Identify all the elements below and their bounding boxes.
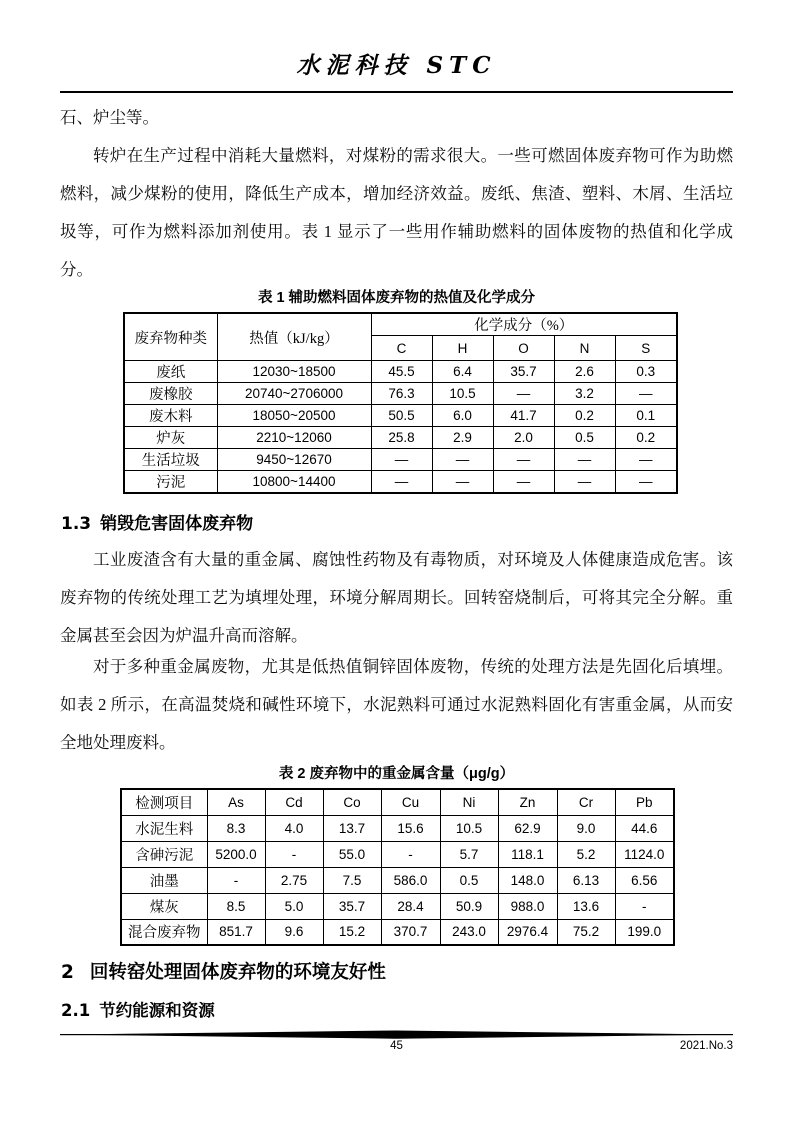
table-row (121, 815, 674, 841)
table-cell: 28.4 (381, 893, 440, 919)
table-cell: — (432, 449, 493, 471)
table-cell: 35.7 (493, 361, 554, 383)
table-cell: — (371, 471, 432, 494)
table2-caption: 表 2 废弃物中的重金属含量（μg/g） (278, 766, 515, 782)
table-cell: 生活垃圾 (124, 449, 217, 471)
table-row (121, 867, 674, 893)
section-number: 2.1 (61, 1001, 91, 1020)
table-cell: 9450~12670 (217, 449, 371, 471)
table-cell: 废木料 (124, 405, 217, 427)
table-cell: 25.8 (371, 427, 432, 449)
table-cell: 2976.4 (498, 919, 557, 945)
table-cell: 炉灰 (124, 427, 217, 449)
table-cell: 15.6 (381, 815, 440, 841)
table-cell: — (371, 449, 432, 471)
table-cell: 10800~14400 (217, 471, 371, 494)
table1-header-element: H (432, 336, 493, 361)
table-cell: 3.2 (554, 383, 615, 405)
footer-issue-label: 2021.No.3 (679, 1040, 733, 1052)
table-cell: 2.9 (432, 427, 493, 449)
table-cell: 10.5 (440, 815, 498, 841)
table-cell: 0.3 (615, 361, 677, 383)
table-cell: 10.5 (432, 383, 493, 405)
paragraph-heavy-metals: 对于多种重金属废物，尤其是低热值铜锌固体废物，传统的处理方法是先固化后填埋。如表 2 所示，在高温焚烧和碱性环境下，水泥熟料可通过水泥熟料固化有害重金属，从而安全地处理废料。 (60, 657, 733, 752)
table-cell: 243.0 (440, 919, 498, 945)
table1-caption: 表 1 辅助燃料固体废弃物的热值及化学成分 (257, 290, 536, 306)
table1-header-element: N (554, 336, 615, 361)
table-cell: 851.7 (207, 919, 265, 945)
table-row (124, 471, 677, 494)
table-cell: 50.5 (371, 405, 432, 427)
table-cell: 6.4 (432, 361, 493, 383)
table1-header-heat-value: 热值（kJ/kg） (217, 313, 371, 361)
table1-header-chem-group: 化学成分（%） (371, 313, 677, 336)
table-row (124, 449, 677, 471)
table-cell: 45.5 (371, 361, 432, 383)
table-cell: 7.5 (323, 867, 381, 893)
table-cell: 50.9 (440, 893, 498, 919)
table-cell: 混合废弃物 (121, 919, 207, 945)
paragraph-continuation: 石、炉尘等。 (60, 108, 159, 127)
table-cell: - (381, 841, 440, 867)
table-cell: — (554, 449, 615, 471)
table-cell: - (265, 841, 323, 867)
table-cell: 2.0 (493, 427, 554, 449)
table-row (121, 841, 674, 867)
section-heading-2 (61, 958, 386, 984)
table-cell: 废纸 (124, 361, 217, 383)
table-cell: 2.75 (265, 867, 323, 893)
table-row (124, 383, 677, 405)
table-cell: 41.7 (493, 405, 554, 427)
table-cell: 35.7 (323, 893, 381, 919)
table-cell: 油墨 (121, 867, 207, 893)
table2-header: Pb (615, 789, 674, 815)
table1-header-element: O (493, 336, 554, 361)
table-cell: 2.6 (554, 361, 615, 383)
section-title: 回转窑处理固体废弃物的环境友好性 (89, 961, 386, 982)
header-divider (60, 91, 733, 93)
section-title: 销毁危害固体废弃物 (100, 514, 254, 533)
table-cell: 12030~18500 (217, 361, 371, 383)
table-cell: 0.5 (440, 867, 498, 893)
table-cell: 75.2 (557, 919, 615, 945)
table2-heavy-metal-content (120, 788, 675, 946)
table-cell: 水泥生料 (121, 815, 207, 841)
table-cell: 5.0 (265, 893, 323, 919)
table-cell: - (207, 867, 265, 893)
table-cell: 5200.0 (207, 841, 265, 867)
table1-heat-values (123, 312, 678, 494)
table-cell: 2210~12060 (217, 427, 371, 449)
table2-header: 检测项目 (121, 789, 207, 815)
table-cell: — (615, 383, 677, 405)
table2-header: Co (323, 789, 381, 815)
table-cell: 148.0 (498, 867, 557, 893)
table-cell: 44.6 (615, 815, 674, 841)
table-header-row (121, 789, 674, 815)
table-cell: 18050~20500 (217, 405, 371, 427)
table2-header: Zn (498, 789, 557, 815)
table-cell: 76.3 (371, 383, 432, 405)
table2-header: Ni (440, 789, 498, 815)
table-row (124, 361, 677, 383)
table-cell: 0.1 (615, 405, 677, 427)
table-cell: 9.6 (265, 919, 323, 945)
table-cell: — (554, 471, 615, 494)
table-cell: 1124.0 (615, 841, 674, 867)
table-cell: 62.9 (498, 815, 557, 841)
table-cell: 0.5 (554, 427, 615, 449)
table-cell: 199.0 (615, 919, 674, 945)
table-cell: — (615, 449, 677, 471)
table-cell: 5.2 (557, 841, 615, 867)
table1-header-element: C (371, 336, 432, 361)
table-cell: 5.7 (440, 841, 498, 867)
table-cell: 废橡胶 (124, 383, 217, 405)
table-cell: 13.7 (323, 815, 381, 841)
table-cell: — (493, 383, 554, 405)
table2-header: As (207, 789, 265, 815)
table1-header-waste-type: 废弃物种类 (124, 313, 217, 361)
table-cell: 6.13 (557, 867, 615, 893)
table-row (124, 405, 677, 427)
table-cell: 0.2 (615, 427, 677, 449)
table-cell: 15.2 (323, 919, 381, 945)
section-heading-2-1 (61, 997, 215, 1021)
table-cell: 9.0 (557, 815, 615, 841)
table-cell: — (493, 471, 554, 494)
table-cell: 13.6 (557, 893, 615, 919)
section-title: 节约能源和资源 (99, 1002, 215, 1020)
section-number: 1.3 (61, 514, 92, 534)
table-cell: — (615, 471, 677, 494)
table-cell: 污泥 (124, 471, 217, 494)
footer-page-number: 45 (390, 1040, 403, 1052)
footer-divider (60, 1030, 733, 1040)
table-cell: 含砷污泥 (121, 841, 207, 867)
table-cell: 6.56 (615, 867, 674, 893)
table-cell: 8.5 (207, 893, 265, 919)
table2-header: Cr (557, 789, 615, 815)
table-cell: 370.7 (381, 919, 440, 945)
table-cell: — (493, 449, 554, 471)
paragraph-fuel: 转炉在生产过程中消耗大量燃料，对煤粉的需求很大。一些可燃固体废弃物可作为助燃燃料，减少煤粉的使用，降低生产成本，增加经济效益。废纸、焦渣、塑料、木屑、生活垃圾等，可作为燃料添加剂使用。表 1 显示了一些用作辅助燃料的固体废物的热值和化学成分。 (60, 146, 733, 279)
paragraph-hazardous-waste: 工业废渣含有大量的重金属、腐蚀性药物及有毒物质，对环境及人体健康造成危害。该废弃物的传统处理工艺为填埋处理，环境分解周期长。回转窑烧制后，可将其完全分解。重金属甚至会因为炉温升高而溶解。 (60, 550, 733, 645)
table-row (121, 919, 674, 945)
section-heading-1-3 (61, 509, 253, 534)
table-cell: 55.0 (323, 841, 381, 867)
table-cell: 586.0 (381, 867, 440, 893)
table-cell: - (615, 893, 674, 919)
table2-header: Cu (381, 789, 440, 815)
table1-header-element: S (615, 336, 677, 361)
section-number: 2 (61, 962, 74, 983)
table-row (124, 427, 677, 449)
table-cell: 0.2 (554, 405, 615, 427)
table-cell: 8.3 (207, 815, 265, 841)
table2-header: Cd (265, 789, 323, 815)
table-cell: 988.0 (498, 893, 557, 919)
table-cell: — (432, 471, 493, 494)
journal-title: 水泥科技 STC (296, 52, 497, 79)
table-cell: 4.0 (265, 815, 323, 841)
table-row (121, 893, 674, 919)
table-cell: 20740~2706000 (217, 383, 371, 405)
table-cell: 煤灰 (121, 893, 207, 919)
table-cell: 6.0 (432, 405, 493, 427)
table-cell: 118.1 (498, 841, 557, 867)
